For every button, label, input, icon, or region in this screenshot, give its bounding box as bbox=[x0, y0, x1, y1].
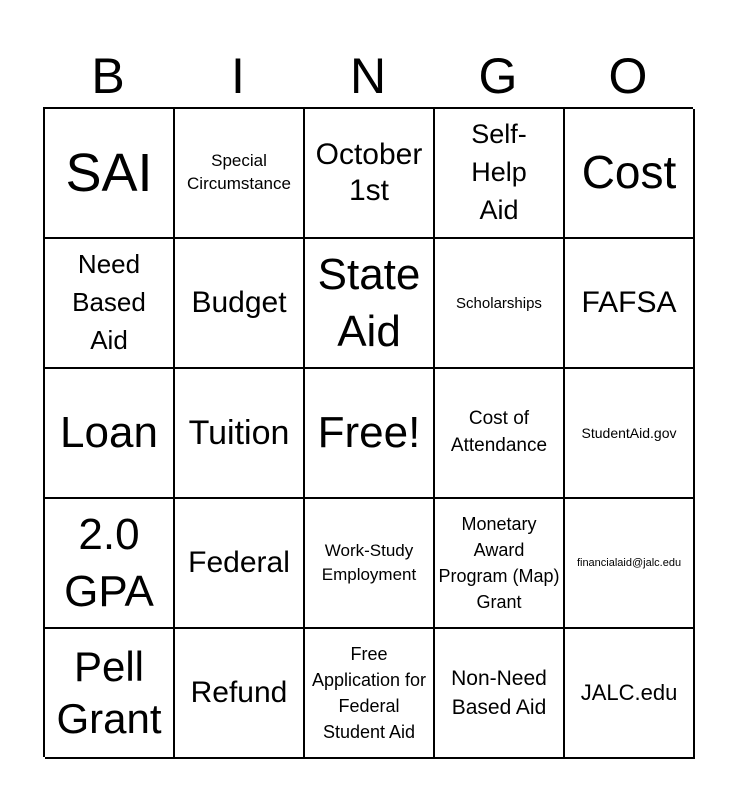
cell-label: Monetary Award Program (Map) Grant bbox=[438, 513, 560, 613]
cell-label: Non-Need Based Aid bbox=[451, 666, 547, 719]
cell-label: Federal bbox=[188, 546, 290, 579]
bingo-cell[interactable] bbox=[175, 629, 305, 759]
bingo-cell[interactable] bbox=[305, 499, 435, 629]
cell-label: Loan bbox=[60, 407, 158, 457]
header-letter-i: I bbox=[231, 48, 245, 104]
bingo-card bbox=[43, 107, 693, 757]
cell-label: Self-Help Aid bbox=[471, 119, 527, 225]
bingo-cell[interactable] bbox=[175, 239, 305, 369]
bingo-cell[interactable] bbox=[565, 239, 695, 369]
cell-label: Need Based Aid bbox=[72, 249, 146, 355]
cell-label: Scholarships bbox=[456, 294, 542, 312]
cell-label: Cost bbox=[581, 146, 677, 199]
bingo-cell[interactable] bbox=[435, 369, 565, 499]
cell-label: 2.0 GPA bbox=[64, 509, 154, 616]
bingo-cell[interactable] bbox=[45, 109, 175, 239]
bingo-cell[interactable] bbox=[45, 239, 175, 369]
bingo-cell[interactable] bbox=[565, 499, 695, 629]
cell-label: Special Circumstance bbox=[187, 151, 291, 193]
bingo-cell[interactable] bbox=[45, 499, 175, 629]
bingo-cell[interactable] bbox=[45, 369, 175, 499]
bingo-cell[interactable] bbox=[305, 369, 435, 499]
header-letter-b: B bbox=[91, 48, 125, 104]
cell-label: Budget bbox=[191, 286, 287, 319]
bingo-cell[interactable] bbox=[305, 629, 435, 759]
bingo-cell[interactable] bbox=[435, 499, 565, 629]
bingo-cell[interactable] bbox=[305, 239, 435, 369]
bingo-cell[interactable] bbox=[175, 109, 305, 239]
cell-label: Tuition bbox=[188, 413, 290, 452]
cell-label: SAI bbox=[65, 143, 153, 203]
cell-label: financialaid@jalc.edu bbox=[576, 557, 682, 569]
cell-label: JALC.edu bbox=[580, 679, 678, 705]
cell-label: State Aid bbox=[317, 249, 421, 356]
cell-label: Work-Study Employment bbox=[321, 541, 417, 584]
cell-label: Free! bbox=[317, 407, 421, 457]
bingo-cell[interactable] bbox=[565, 629, 695, 759]
bingo-cell[interactable] bbox=[565, 109, 695, 239]
header-letter-n: N bbox=[349, 48, 387, 104]
header-letter-g: G bbox=[478, 48, 518, 104]
cell-label: Pell Grant bbox=[56, 642, 162, 742]
bingo-cell[interactable] bbox=[175, 499, 305, 629]
bingo-cell[interactable] bbox=[435, 109, 565, 239]
cell-label: Refund bbox=[190, 676, 288, 709]
bingo-cell[interactable] bbox=[435, 239, 565, 369]
bingo-cell[interactable] bbox=[435, 629, 565, 759]
bingo-cell[interactable] bbox=[305, 109, 435, 239]
cell-label: FAFSA bbox=[581, 286, 677, 319]
bingo-cell[interactable] bbox=[565, 369, 695, 499]
bingo-cell[interactable] bbox=[45, 629, 175, 759]
cell-label: Cost of Attendance bbox=[450, 408, 548, 456]
header-letter-o: O bbox=[608, 48, 648, 104]
bingo-cell[interactable] bbox=[175, 369, 305, 499]
cell-label: StudentAid.gov bbox=[581, 425, 677, 441]
cell-label: Free Application for Federal Student Aid bbox=[311, 643, 427, 743]
cell-label: October 1st bbox=[315, 138, 423, 207]
bingo-header bbox=[43, 46, 693, 106]
